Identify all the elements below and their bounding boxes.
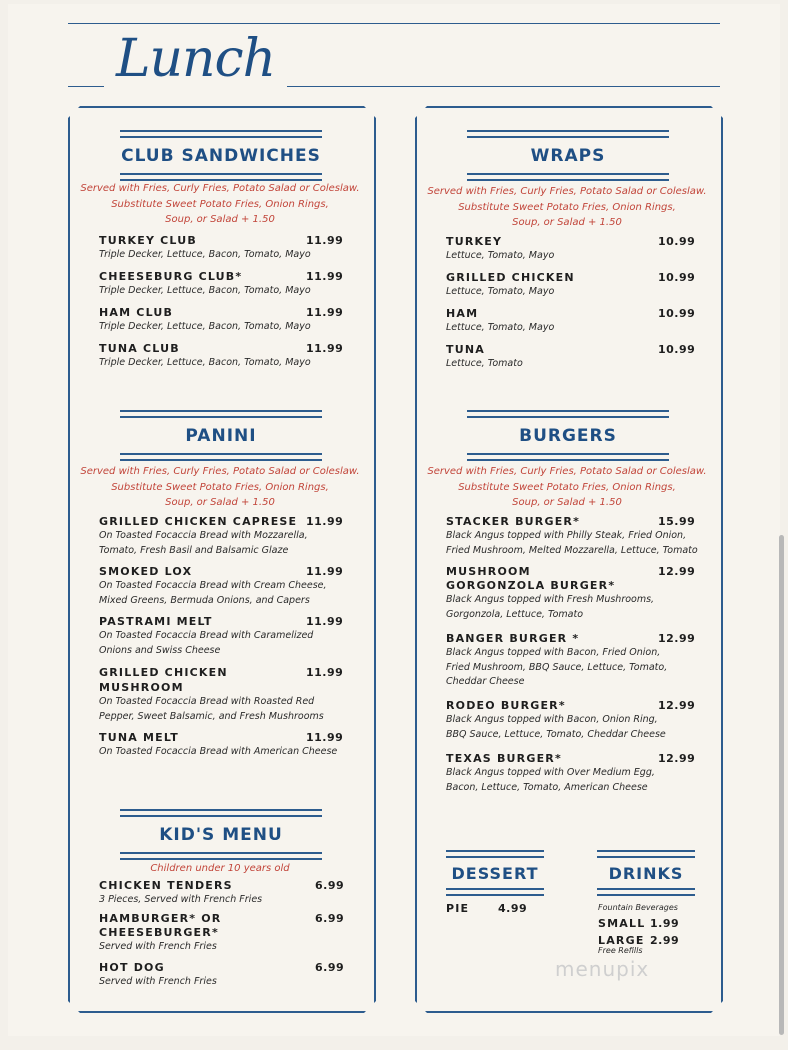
title-rule-top xyxy=(68,23,720,24)
menu-item: PIE xyxy=(446,902,470,915)
menu-item: STACKER BURGER* Black Angus topped with Philly Steak, Fried Onion, Fried Mushroom, Melted Mozzarella, Lettuce, Tomato xyxy=(446,515,698,556)
menu-item: PASTRAMI MELT On Toasted Focaccia Bread with Caramelized Onions and Swiss Cheese xyxy=(99,615,314,656)
menu-item: CHICKEN TENDERS 3 Pieces, Served with French Fries xyxy=(99,879,263,905)
item-price: 11.99 xyxy=(306,342,344,355)
dessert-title: DESSERT xyxy=(451,864,539,883)
menu-item: TUNA Lettuce, Tomato xyxy=(446,343,523,369)
menu-item: TUNA MELT On Toasted Focaccia Bread with American Cheese xyxy=(99,731,338,757)
item-price: 4.99 xyxy=(498,902,528,915)
wraps-header xyxy=(467,130,669,181)
item-price: 11.99 xyxy=(306,270,344,283)
drinks-title: DRINKS xyxy=(608,864,684,883)
menu-item: CHEESEBURG CLUB* Triple Decker, Lettuce, Bacon, Tomato, Mayo xyxy=(99,270,311,296)
burgers-header xyxy=(467,410,669,461)
menu-item: LARGE xyxy=(598,934,645,947)
burgers-note: Served with Fries, Curly Fries, Potato Salad or Coleslaw. Substitute Sweet Potato Fries, Onion Rings, Soup, or Salad + 1.50 xyxy=(427,466,707,508)
item-price: 10.99 xyxy=(658,271,696,284)
watermark: menupix xyxy=(555,957,650,981)
menu-item: HOT DOG Served with French Fries xyxy=(99,961,217,987)
club-note: Served with Fries, Curly Fries, Potato Salad or Coleslaw. Substitute Sweet Potato Fries, Onion Rings, Soup, or Salad + 1.50 xyxy=(80,183,360,225)
panini-note: Served with Fries, Curly Fries, Potato Salad or Coleslaw. Substitute Sweet Potato Fries, Onion Rings, Soup, or Salad + 1.50 xyxy=(80,466,360,508)
menu-item: RODEO BURGER* Black Angus topped with Bacon, Onion Ring, BBQ Sauce, Lettuce, Tomato, Cheddar Cheese xyxy=(446,699,666,740)
menu-item: TURKEY CLUB Triple Decker, Lettuce, Bacon, Tomato, Mayo xyxy=(99,234,311,260)
item-price: 11.99 xyxy=(306,731,344,744)
item-price: 11.99 xyxy=(306,615,344,628)
menu-item: SMALL xyxy=(598,917,646,930)
menu-item: MUSHROOM GORGONZOLA BURGER* Black Angus topped with Fresh Mushrooms, Gorgonzola, Lettuce, Tomato xyxy=(446,565,655,620)
item-price: 6.99 xyxy=(315,912,345,925)
item-price: 11.99 xyxy=(306,565,344,578)
item-price: 1.99 xyxy=(650,917,680,930)
kids-title: KID'S MENU xyxy=(159,825,283,845)
item-price: 11.99 xyxy=(306,306,344,319)
item-price: 11.99 xyxy=(306,666,344,679)
item-price: 2.99 xyxy=(650,934,680,947)
item-price: 6.99 xyxy=(315,961,345,974)
menu-item: HAM CLUB Triple Decker, Lettuce, Bacon, Tomato, Mayo xyxy=(99,306,311,332)
item-price: 10.99 xyxy=(658,307,696,320)
menu-item: TEXAS BURGER* Black Angus topped with Over Medium Egg, Bacon, Lettuce, Tomato, American Cheese xyxy=(446,752,655,793)
panini-header xyxy=(120,410,322,461)
menu-item: TURKEY Lettuce, Tomato, Mayo xyxy=(446,235,555,261)
item-price: 10.99 xyxy=(658,343,696,356)
menu-item: GRILLED CHICKEN MUSHROOM On Toasted Focaccia Bread with Roasted Red Pepper, Sweet Balsamic, and Fresh Mushrooms xyxy=(99,666,324,722)
item-price: 12.99 xyxy=(658,565,696,578)
menu-item: SMOKED LOX On Toasted Focaccia Bread with Cream Cheese, Mixed Greens, Bermuda Onions, and Capers xyxy=(99,565,327,606)
menu-item: GRILLED CHICKEN CAPRESE On Toasted Focaccia Bread with Mozzarella, Tomato, Fresh Basil and Balsamic Glaze xyxy=(99,515,308,556)
page-title: Lunch xyxy=(104,26,287,92)
item-price: 12.99 xyxy=(658,752,696,765)
item-price: 12.99 xyxy=(658,632,696,645)
club-title: CLUB SANDWICHES xyxy=(121,146,321,166)
menu-item: GRILLED CHICKEN Lettuce, Tomato, Mayo xyxy=(446,271,575,297)
panini-title: PANINI xyxy=(185,426,257,446)
menu-item: TUNA CLUB Triple Decker, Lettuce, Bacon, Tomato, Mayo xyxy=(99,342,311,368)
scrollbar[interactable] xyxy=(779,535,784,1035)
dessert-header xyxy=(446,850,544,896)
menu-item: BANGER BURGER * Black Angus topped with Bacon, Fried Onion, Fried Mushroom, BBQ Sauce, Lettuce, Tomato, Cheddar Cheese xyxy=(446,632,668,687)
refill-note: Free Refills xyxy=(598,946,643,955)
item-price: 11.99 xyxy=(306,515,344,528)
item-price: 10.99 xyxy=(658,235,696,248)
club-header xyxy=(120,130,322,181)
drinks-header xyxy=(597,850,695,896)
item-price: 11.99 xyxy=(306,234,344,247)
drinks-note: Fountain Beverages xyxy=(598,903,678,912)
item-price: 6.99 xyxy=(315,879,345,892)
item-price: 15.99 xyxy=(658,515,696,528)
item-price: 12.99 xyxy=(658,699,696,712)
kids-header xyxy=(120,809,322,860)
menu-item: HAM Lettuce, Tomato, Mayo xyxy=(446,307,555,333)
menu-item: HAMBURGER* OR CHEESEBURGER* Served with French Fries xyxy=(99,912,222,952)
wraps-note: Served with Fries, Curly Fries, Potato Salad or Coleslaw. Substitute Sweet Potato Fries, Onion Rings, Soup, or Salad + 1.50 xyxy=(427,186,707,228)
burgers-title: BURGERS xyxy=(519,426,617,446)
wraps-title: WRAPS xyxy=(530,146,606,166)
kids-note: Children under 10 years old xyxy=(150,863,290,874)
